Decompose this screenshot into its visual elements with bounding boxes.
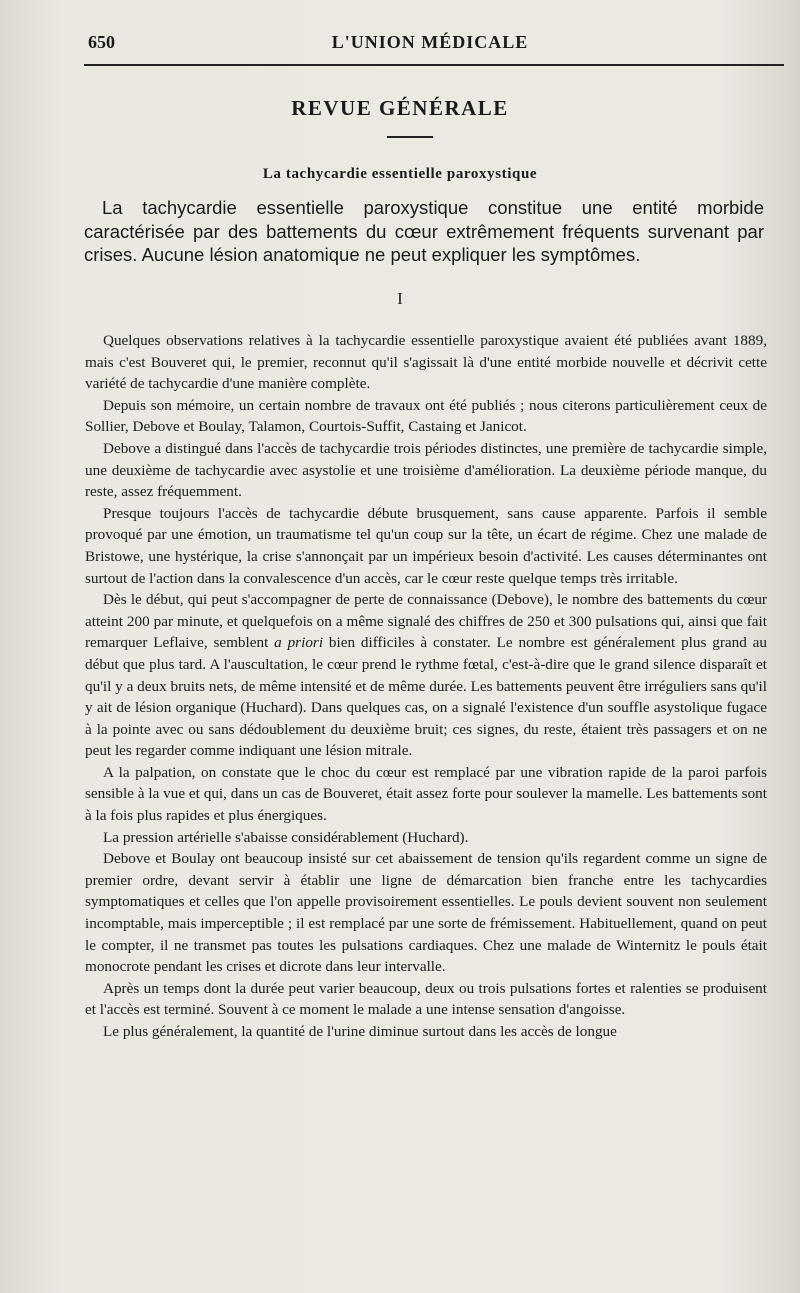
paragraph-1: Quelques observations relatives à la tachycardie essentielle paroxystique avaient été publiées avant 1889, mais c'est Bouveret qui, le premier, reconnut qu'il s'agissait là d'une entité morbide nouvelle et décrivit cette variété de tachycardie d'une manière complète.: [85, 332, 767, 393]
paragraph-8: Debove et Boulay ont beaucoup insisté sur cet abaissement de tension qu'ils regardent comme un signe de premier ordre, devant servir à établir une ligne de démarcation bien franche entre les tachycardies symptomatiques et celles que l'on appelle provisoirement essentielles. Le pouls devient souvent non seulement incomptable, mais imperceptible ; il est remplacé par une sorte de frémissement. Habituellement, quand on peut le compter, il ne transmet pas toutes les pulsations cardiaques. Chez une malade de Winternitz le pouls était monocrote pendant les crises et dicrote dans leur intervalle.: [85, 850, 767, 976]
paragraph-5-start: Dès le début, qui peut s'accompagner de perte de connaissance (Debove), le nombre des battements du cœur atteint 200 par minute, et quelquefois on a même signalé des chiffres de 250 et 300 pulsations qui, ainsi que fait remarquer Leflaive, semblent: [85, 591, 767, 652]
italic-phrase: a priori: [274, 634, 324, 652]
section-title: REVUE GÉNÉRALE: [291, 96, 509, 120]
paragraph-10: Le plus généralement, la quantité de l'urine diminue surtout dans les accès de longue: [103, 1023, 617, 1040]
paragraph-4: Presque toujours l'accès de tachycardie débute brusquement, sans cause apparente. Parfois il semble provoqué par une émotion, un traumatisme tel qu'un coup sur la tête, un écart de régime. Chez une malade de Bristowe, une hystérique, la crise s'annonçait par un impérieux besoin d'activité. Les causes déterminantes ont surtout de l'action dans la convalescence d'un accès, car le cœur reste quelque temps très irritable.: [85, 504, 767, 587]
paragraph-7: La pression artérielle s'abaisse considérablement (Huchard).: [103, 828, 469, 846]
paragraph-9: Après un temps dont la durée peut varier beaucoup, deux ou trois pulsations fortes et ralenties se produisent et l'accès est terminé. Souvent à ce moment le malade a une intense sensation d'angoisse.: [85, 979, 767, 1019]
article-intro: La tachycardie essentielle paroxystique constitue une entité morbide caractérisée par des battements du cœur extrêmement fréquents survenant par crises. Aucune lésion anatomique ne peut expliquer les symptômes.: [84, 197, 764, 265]
paragraph-3: Debove a distingué dans l'accès de tachycardie trois périodes distinctes, une première de tachycardie simple, une deuxième de tachycardie avec asystolie et une troisième d'amélioration. La deuxième période manque, du reste, assez fréquemment.: [85, 439, 767, 501]
paragraph-6: A la palpation, on constate que le choc du cœur est remplacé par une vibration rapide de la paroi parfois sensible à la vue et qui, dans un cas de Bouveret, était assez forte pour soulever la mamelle. Les battements sont à la fois plus rapides et plus énergiques.: [85, 763, 767, 825]
article-body: [85, 330, 767, 1043]
article-title: La tachycardie essentielle paroxystique: [262, 166, 538, 182]
journal-title: L'UNION MÉDICALE: [331, 32, 529, 52]
paragraph-5-end: bien difficiles à constater. Le nombre est généralement plus grand au début que plus tard. A l'auscultation, le cœur prend le rythme fœtal, c'est-à-dire que le grand silence disparaît et qu'il y a deux bruits nets, de même intensité et de même durée. Les battements peuvent être irréguliers sans qu'il y ait de lésion organique (Huchard). Dans quelques cas, on a signalé l'existence d'un souffle asystolique fugace à la pointe avec ou sans dédoublement du deuxième bruit; ces signes, du reste, étaient très passagers et on ne peut les regarder comme indiquant une lésion mitrale.: [85, 634, 767, 760]
paragraph-5: [85, 589, 767, 762]
header-rule: [84, 64, 784, 66]
paragraph-2: Depuis son mémoire, un certain nombre de travaux ont été publiés ; nous citerons particulièrement ceux de Sollier, Debove et Boulay, Talamon, Courtois-Suffit, Castaing et Janicot.: [85, 396, 767, 436]
page-number: 650: [88, 32, 115, 52]
page-header: [80, 28, 780, 58]
part-number: I: [397, 289, 403, 308]
title-divider: [387, 136, 433, 138]
